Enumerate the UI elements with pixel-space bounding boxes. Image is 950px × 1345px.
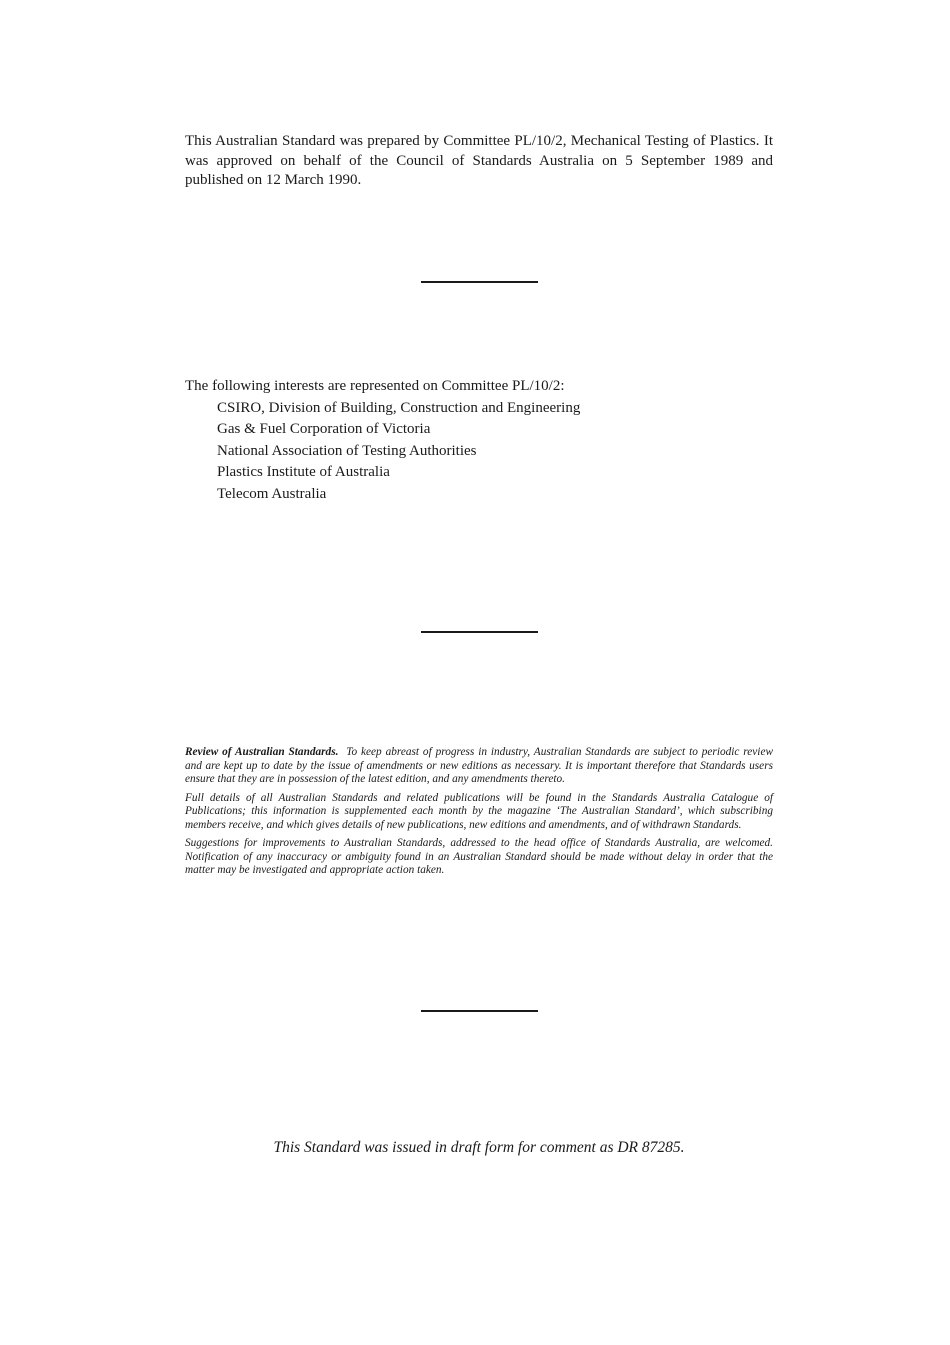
interest-item: CSIRO, Division of Building, Construction and Engineering bbox=[217, 399, 581, 416]
section-divider bbox=[421, 631, 538, 633]
interest-item: Plastics Institute of Australia bbox=[217, 464, 390, 480]
interest-item: Telecom Australia bbox=[217, 485, 327, 502]
interests-intro: The following interests are represented on Committee PL/10/2: bbox=[185, 378, 565, 394]
draft-notice: This Standard was issued in draft form for comment as DR 87285. bbox=[273, 1139, 685, 1156]
review-paragraph bbox=[185, 746, 773, 787]
section-divider bbox=[421, 281, 538, 283]
review-heading: Review of Australian Standards. bbox=[185, 746, 339, 758]
review-paragraph: Full details of all Australian Standards and related publications will be found in the Standards Australia Catalogue of Publications; this information is supplemented each month by the magazine ‘The Australian Standard’, which subscribing members receive, and which gives details of new publications, new editions and amendments, and of withdrawn Standards. bbox=[185, 791, 773, 831]
review-text-1: To keep abreast of progress in industry, Australian Standards are subject to periodic review and are kept up to date by the issue of amendments or new editions as necessary. It is important therefore that Standards users ensure that they are in possession of the latest edition, and any amendments thereto. bbox=[185, 746, 773, 785]
committee-interests bbox=[185, 376, 773, 505]
review-notice bbox=[185, 746, 773, 883]
preparation-text: This Australian Standard was prepared by Committee PL/10/2, Mechanical Testing of Plastics. It was approved on behalf of the Council of Standards Australia on 5 September 1989 and published on 12 March 1990. bbox=[185, 133, 773, 188]
review-paragraph: Suggestions for improvements to Australian Standards, addressed to the head office of Standards Australia, are welcomed. Notification of any inaccuracy or ambiguity found in an Australian Standard should be made without delay in order that the matter may be investigated and appropriate action taken. bbox=[185, 837, 773, 876]
interest-item: National Association of Testing Authorities bbox=[217, 442, 477, 459]
section-divider bbox=[421, 1010, 538, 1012]
interests-list bbox=[185, 398, 773, 506]
interest-item: Gas & Fuel Corporation of Victoria bbox=[217, 421, 431, 437]
preparation-statement bbox=[185, 132, 773, 191]
